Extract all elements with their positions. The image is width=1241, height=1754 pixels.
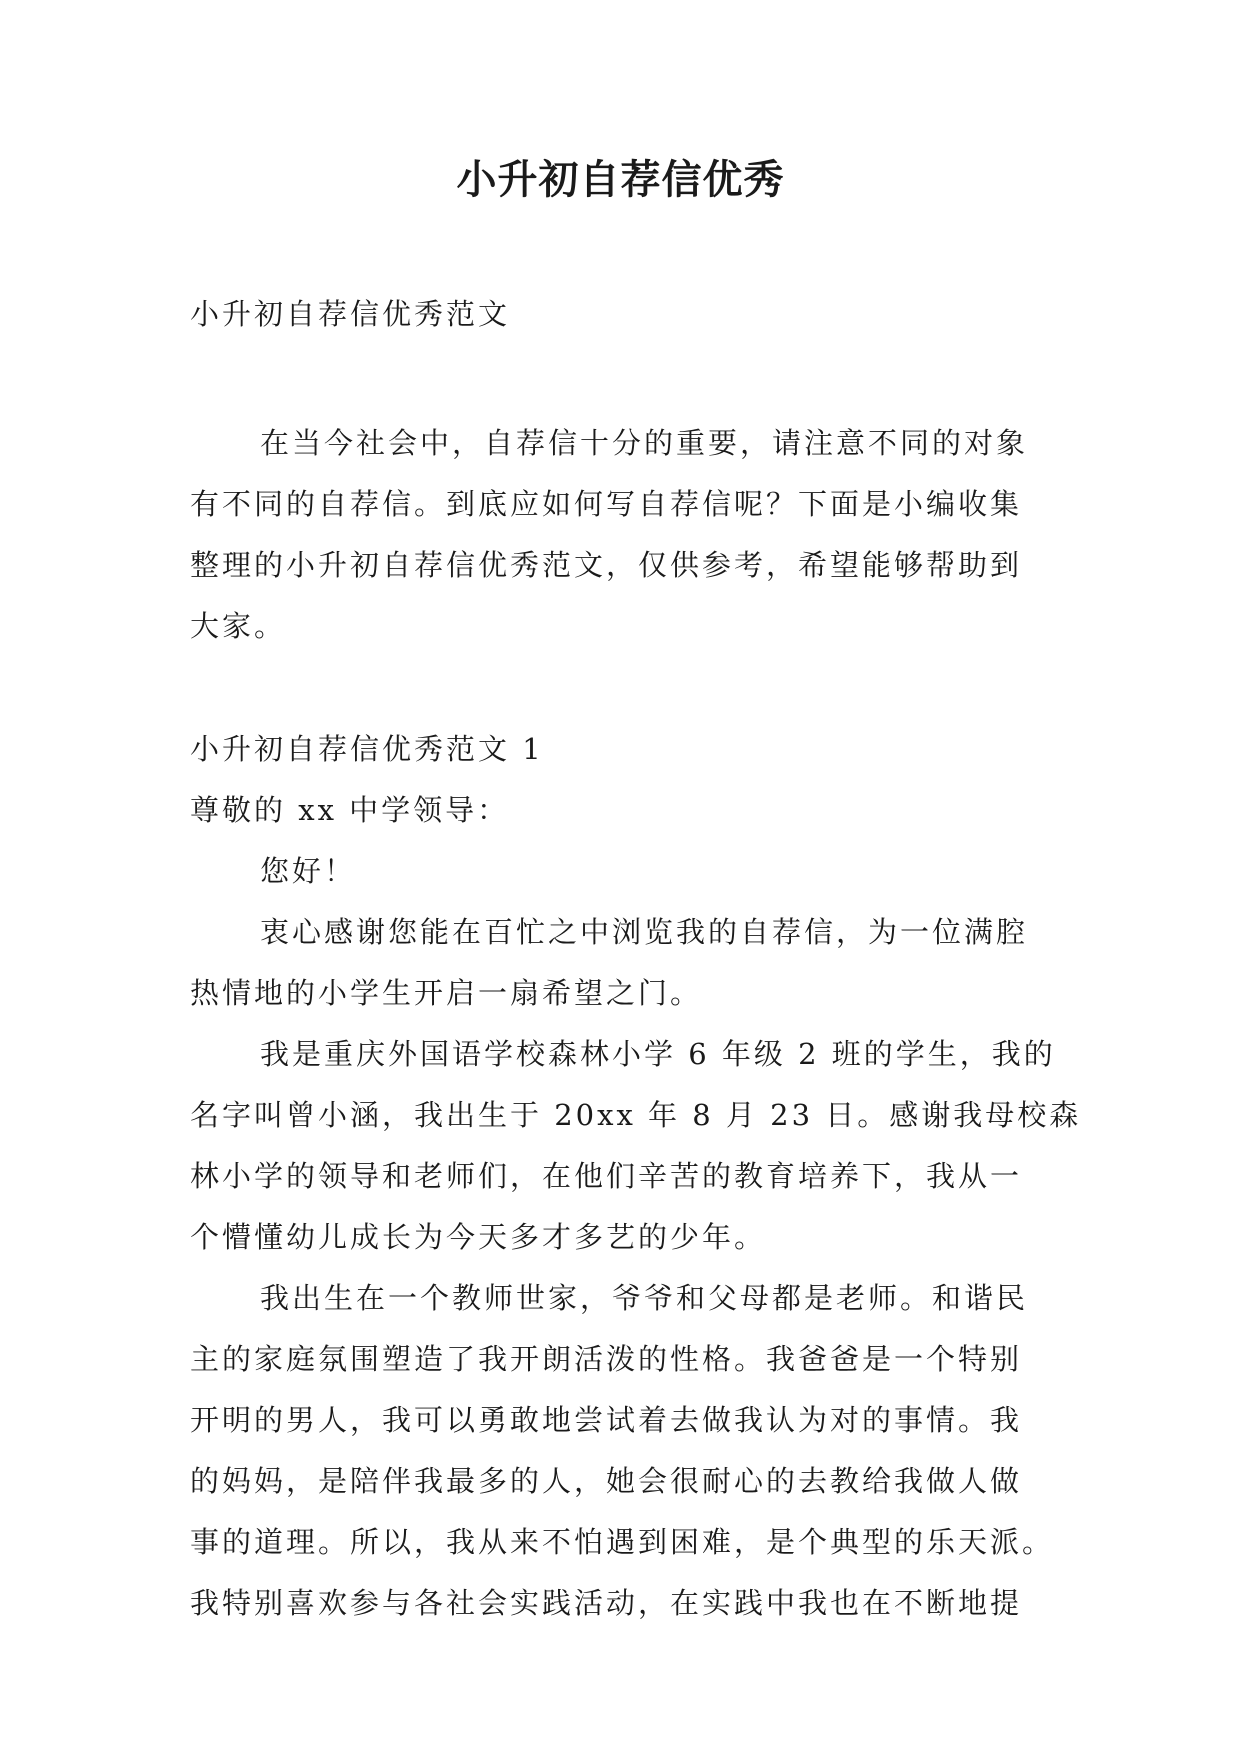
paragraph-line: 我是重庆外国语学校森林小学 6 年级 2 班的学生，我的 <box>260 1037 1056 1071</box>
paragraph-line: 开明的男人，我可以勇敢地尝试着去做我认为对的事情。我 <box>190 1403 1023 1437</box>
letter-paragraph <box>190 902 1052 1024</box>
intro-line: 有不同的自荐信。到底应如何写自荐信呢？下面是小编收集 <box>190 487 1023 521</box>
paragraph-line: 林小学的领导和老师们，在他们辛苦的教育培养下，我从一 <box>190 1159 1023 1193</box>
paragraph-line: 主的家庭氛围塑造了我开朗活泼的性格。我爸爸是一个特别 <box>190 1342 1023 1376</box>
letter-greeting: 您好！ <box>260 854 357 888</box>
paragraph-line: 我特别喜欢参与各社会实践活动，在实践中我也在不断地提 <box>190 1586 1023 1620</box>
paragraph-line: 的妈妈，是陪伴我最多的人，她会很耐心的去教给我做人做 <box>190 1464 1023 1498</box>
intro-line: 整理的小升初自荐信优秀范文，仅供参考，希望能够帮助到 <box>190 548 1023 582</box>
spacer <box>190 657 1052 719</box>
intro-line: 在当今社会中，自荐信十分的重要，请注意不同的对象 <box>260 426 1029 460</box>
document-title: 小升初自荐信优秀 <box>456 156 785 203</box>
intro-line: 大家。 <box>190 609 287 643</box>
intro-paragraph <box>190 413 1052 657</box>
document-body <box>190 284 1082 1634</box>
letter-paragraph <box>190 1268 1055 1634</box>
spacer <box>190 345 1052 413</box>
paragraph-line: 我出生在一个教师世家，爷爷和父母都是老师。和谐民 <box>260 1281 1029 1315</box>
paragraph-line: 衷心感谢您能在百忙之中浏览我的自荐信，为一位满腔 <box>260 915 1029 949</box>
section-heading: 小升初自荐信优秀范文 1 <box>190 732 544 766</box>
paragraph-line: 事的道理。所以，我从来不怕遇到困难，是个典型的乐天派。 <box>190 1525 1055 1559</box>
paragraph-line: 个懵懂幼儿成长为今天多才多艺的少年。 <box>190 1220 767 1254</box>
letter-salutation: 尊敬的 xx 中学领导： <box>190 793 510 827</box>
paragraph-line: 名字叫曾小涵，我出生于 20xx 年 8 月 23 日。感谢我母校森 <box>190 1098 1082 1132</box>
letter-paragraph <box>190 1024 1082 1268</box>
document-subtitle: 小升初自荐信优秀范文 <box>190 297 511 331</box>
paragraph-line: 热情地的小学生开启一扇希望之门。 <box>190 976 703 1010</box>
